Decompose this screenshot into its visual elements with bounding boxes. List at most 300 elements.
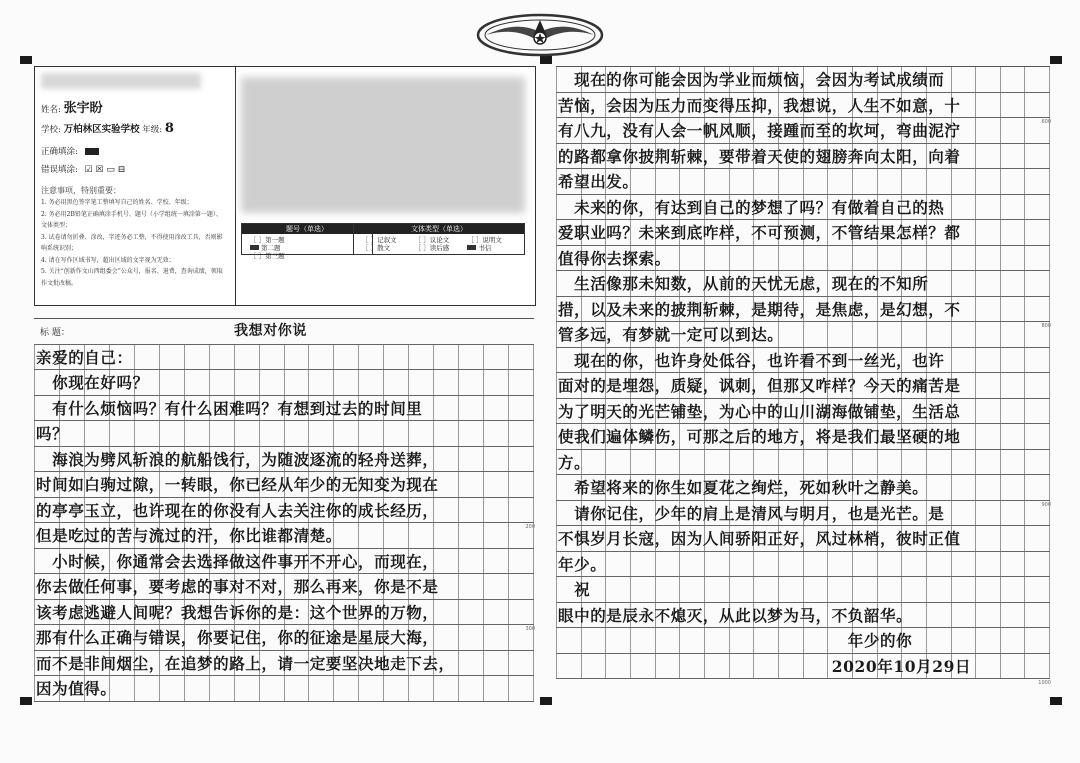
grid-cell <box>606 577 631 602</box>
grid-cell <box>409 523 434 548</box>
grid-cell <box>1025 526 1050 551</box>
handwritten-line: 生活像那未知数，从前的天忧无虑，现在的不知所 <box>558 274 929 293</box>
note-item: 4. 请在写作区域书写，超出区域的文字视为无效； <box>41 256 175 264</box>
grid-cell <box>459 396 484 421</box>
grid-cell <box>952 552 977 577</box>
grid-cell <box>952 501 977 526</box>
grid-cells <box>34 421 534 446</box>
correct-fill-row <box>41 145 99 157</box>
title-row <box>34 319 534 345</box>
grid-cell <box>484 523 509 548</box>
note-item: 3. 试卷请勿折叠、涂改，字迹务必工整，不得使用涂改工具，否则影响系统识别； <box>41 233 223 252</box>
grid-cell <box>210 421 235 446</box>
grid-cell <box>779 577 804 602</box>
word-count-marker: 300 <box>525 626 535 632</box>
grid-cell <box>260 421 285 446</box>
grid-cell <box>509 523 534 548</box>
handwritten-line: 祝 <box>558 580 591 599</box>
word-count-marker: 800 <box>1041 323 1051 329</box>
grid-cell <box>779 169 804 194</box>
grid-cell <box>359 421 384 446</box>
grid-cell <box>1025 144 1050 169</box>
grid-cell <box>309 421 334 446</box>
grid-cell <box>656 450 681 475</box>
grid-row <box>556 348 1050 374</box>
grid-cell <box>952 169 977 194</box>
grid-cell <box>1025 118 1050 143</box>
grid-row <box>34 498 535 530</box>
grid-cell <box>804 169 829 194</box>
grid-cell <box>730 169 755 194</box>
word-count-marker: 900 <box>1041 501 1051 508</box>
grid-cell <box>976 552 1001 577</box>
grid-cell <box>754 552 779 577</box>
grid-cell <box>804 552 829 577</box>
grid-cell <box>110 421 135 446</box>
grid-cell <box>384 421 409 446</box>
grid-cell <box>285 676 310 701</box>
filled-bubble <box>250 245 259 250</box>
grid-cell <box>952 195 977 220</box>
grid-cell <box>902 552 927 577</box>
grid-cell <box>1001 654 1026 679</box>
notes-section <box>41 185 227 289</box>
grid-cell <box>509 651 534 676</box>
grid-cell <box>927 603 952 628</box>
grid-cell <box>1001 169 1026 194</box>
grid-row <box>556 424 1050 450</box>
grade-value[interactable]: 8 <box>164 121 174 136</box>
grid-cell <box>459 600 484 625</box>
genre-option[interactable]: ［ ］记叙文 <box>362 236 397 244</box>
grid-cell <box>976 67 1001 92</box>
grid-cell <box>952 322 977 347</box>
handwritten-line: 值得你去探索。 <box>558 248 671 268</box>
genre-option[interactable]: ［ ］读后感 <box>414 244 450 252</box>
grid-cell <box>459 676 484 701</box>
student-info <box>35 67 236 305</box>
grid-cell <box>976 628 1001 653</box>
note-item: 5. 关注“创新作文山西组委会”公众号，报名、退费，查询成绩，领取作文批改稿。 <box>41 268 223 287</box>
grid-cell <box>260 345 285 370</box>
grid-cell <box>1025 297 1050 322</box>
registration-mark <box>1050 697 1062 705</box>
word-count-marker: 200 <box>525 524 535 530</box>
grid-cell <box>878 450 903 475</box>
grid-cell <box>976 526 1001 551</box>
handwritten-line: 使我们遍体鳞伤，可那之后的地方，将是我们最坚硬的地 <box>558 427 961 446</box>
handwritten-line: 为了明天的光芒铺垫，为心中的山川湖海做铺垫，生活总 <box>558 401 961 421</box>
grid-cell <box>185 676 210 701</box>
note-item: 1. 务必用黑色签字笔工整填写自己的姓名、学校、年级； <box>41 199 193 206</box>
grid-row <box>556 118 1050 144</box>
essay-title[interactable]: 我想对你说 <box>234 323 307 339</box>
grid-cell <box>160 676 185 701</box>
grid-cell <box>680 169 705 194</box>
grid-cell <box>334 345 359 370</box>
grid-cell <box>606 552 631 577</box>
grid-cell <box>976 577 1001 602</box>
grid-row <box>556 246 1050 272</box>
grid-cell <box>484 549 509 574</box>
grid-cell <box>484 574 509 599</box>
grid-cell <box>1025 603 1050 628</box>
grid-cell <box>1025 169 1050 194</box>
grid-cell <box>927 271 952 296</box>
grid-cell <box>509 676 534 701</box>
grid-row <box>34 421 534 447</box>
grid-cell <box>631 577 656 602</box>
handwritten-line: 有八九，没有人会一帆风顺，接踵而至的坎坷，弯曲泥泞 <box>558 121 961 140</box>
grid-cell <box>235 370 260 395</box>
grid-cell <box>754 169 779 194</box>
grid-cell <box>484 498 509 523</box>
grid-cell <box>210 370 235 395</box>
grid-row <box>34 574 534 600</box>
question-option-2[interactable] <box>250 244 364 252</box>
grid-cells <box>556 450 1050 475</box>
grid-cell <box>606 450 631 475</box>
handwritten-line: 现在的你，也许身处低谷，也许看不到一丝光，也许 <box>558 350 945 370</box>
genre-select-box <box>353 223 525 255</box>
grid-cell <box>509 574 534 599</box>
grid-row <box>34 370 534 396</box>
grid-cell <box>484 472 509 497</box>
grid-cell <box>878 169 903 194</box>
grid-cell <box>1001 552 1026 577</box>
grid-cell <box>680 552 705 577</box>
grid-cell <box>509 600 534 625</box>
grid-cell <box>434 523 459 548</box>
grid-cell <box>804 577 829 602</box>
grid-cell <box>160 421 185 446</box>
wrong-fill-label: 错误填涂: <box>41 165 78 175</box>
grid-cell <box>185 421 210 446</box>
question-option-2-label: 第二题 <box>261 244 281 252</box>
handwritten-line: 那有什么正确与错误，你要记住，你的征途是星辰大海， <box>36 628 439 647</box>
grid-cell <box>160 370 185 395</box>
grid-cell <box>730 577 755 602</box>
grid-cell <box>828 552 853 577</box>
grid-cell <box>309 370 334 395</box>
grid-cell <box>902 450 927 475</box>
grid-cell <box>384 370 409 395</box>
grid-cell <box>952 348 977 373</box>
grid-row <box>34 651 534 677</box>
handwritten-line: 亲爱的自己： <box>36 347 133 367</box>
registration-mark <box>20 697 32 705</box>
grid-cell <box>1025 501 1050 526</box>
grid-cell <box>1025 246 1050 271</box>
grid-cell <box>976 271 1001 296</box>
question-option-3[interactable]: ［ ］第三题 <box>250 252 285 260</box>
question-select-title: 题号（单选） <box>242 224 372 234</box>
grid-cell <box>853 169 878 194</box>
grid-cell <box>260 370 285 395</box>
grid-cell <box>804 246 829 271</box>
grid-cell <box>1025 322 1050 347</box>
grid-cell <box>484 600 509 625</box>
grid-cell <box>359 370 384 395</box>
grid-cell <box>680 450 705 475</box>
grid-cell <box>1025 93 1050 118</box>
grid-cell <box>1001 271 1026 296</box>
grid-cell <box>976 93 1001 118</box>
grid-cell <box>1025 654 1050 679</box>
handwritten-line: 年少的你 <box>558 631 913 650</box>
grid-cell <box>754 577 779 602</box>
grid-cell <box>656 552 681 577</box>
grid-cell <box>1025 271 1050 296</box>
grid-cell <box>952 67 977 92</box>
grid-cell <box>927 450 952 475</box>
grid-cell <box>976 501 1001 526</box>
grid-cell <box>1001 399 1026 424</box>
grid-cell <box>976 195 1001 220</box>
handwritten-line: 因为值得。 <box>36 679 117 698</box>
grid-cell <box>976 246 1001 271</box>
grid-cell <box>1001 246 1026 271</box>
grid-cell <box>1001 475 1026 500</box>
grid-row <box>556 628 1050 654</box>
grid-cell <box>384 676 409 701</box>
grid-cell <box>976 654 1001 679</box>
grid-row <box>556 93 1051 125</box>
grid-cell <box>359 523 384 548</box>
grid-cell <box>509 370 534 395</box>
grid-cell <box>85 421 110 446</box>
grid-row <box>556 526 1050 552</box>
grid-cell <box>976 475 1001 500</box>
wrong-fill-marks: ☑ ☒ ▭ ⊟ <box>84 165 126 175</box>
grid-cell <box>210 345 235 370</box>
grid-cell <box>1001 373 1026 398</box>
name-label: 姓名: <box>41 105 61 115</box>
grid-cell <box>334 676 359 701</box>
grid-cell <box>484 651 509 676</box>
grid-cell <box>1001 67 1026 92</box>
grid-row <box>556 67 1050 93</box>
grid-cell <box>705 246 730 271</box>
grid-row <box>556 297 1051 329</box>
grid-row <box>556 552 1050 578</box>
grid-cell <box>705 577 730 602</box>
grid-cell <box>952 246 977 271</box>
genre-option[interactable]: ［ ］散文 <box>362 244 391 252</box>
grid-cell <box>1025 348 1050 373</box>
grid-cell <box>853 552 878 577</box>
grid-cell <box>409 676 434 701</box>
grid-cells <box>556 577 1050 602</box>
grid-cell <box>484 676 509 701</box>
grid-cell <box>459 498 484 523</box>
grid-cell <box>509 421 534 446</box>
handwritten-line: 面对的是埋怨，质疑，讽刺，但那又咋样？今天的痛苦是 <box>558 376 961 395</box>
grid-cell <box>434 676 459 701</box>
grid-cell <box>779 246 804 271</box>
grid-cell <box>1025 424 1050 449</box>
redacted-phone-grid <box>241 77 525 213</box>
grid-row <box>34 396 534 422</box>
grid-cell <box>235 345 260 370</box>
grid-cell <box>976 322 1001 347</box>
handwritten-line: 苦恼，会因为压力而变得压抑，我想说，人生不如意，十 <box>558 95 961 115</box>
grid-cell <box>952 475 977 500</box>
grid-row <box>556 169 1050 195</box>
grid-cell <box>409 421 434 446</box>
grid-cell <box>509 447 534 472</box>
handwritten-line: 时间如白驹过隙，一转眼，你已经从年少的无知变为现在 <box>36 475 439 494</box>
grid-cell <box>409 345 434 370</box>
grid-cell <box>705 450 730 475</box>
grid-cell <box>334 421 359 446</box>
info-panel <box>34 66 536 306</box>
grid-cell <box>285 345 310 370</box>
name-row <box>41 97 103 116</box>
grid-cell <box>1025 399 1050 424</box>
grid-cell <box>359 345 384 370</box>
grid-cell <box>1001 195 1026 220</box>
grid-cell <box>1025 195 1050 220</box>
filled-bubble <box>467 245 476 250</box>
grid-cell <box>952 577 977 602</box>
handwritten-line: 现在的你可能会因为学业而烦恼，会因为考试成绩而 <box>558 70 945 89</box>
grid-cell <box>185 345 210 370</box>
handwritten-line: 方。 <box>558 452 591 472</box>
grade-label: 年级: <box>142 125 163 135</box>
word-count-marker: 1000 <box>1038 680 1051 686</box>
grid-cell <box>754 246 779 271</box>
grid-cell <box>976 424 1001 449</box>
grid-cell <box>484 370 509 395</box>
grid-row <box>34 549 534 575</box>
grid-cell <box>135 676 160 701</box>
grid-row <box>556 195 1050 221</box>
handwritten-line: 不惧岁月长寇，因为人间骄阳正好，风过林梢，彼时正值 <box>558 529 961 548</box>
grid-cell <box>484 421 509 446</box>
grid-cell <box>1025 475 1050 500</box>
genre-option-letter-label: 书信 <box>478 244 492 252</box>
grid-cell <box>1001 144 1026 169</box>
grid-cell <box>927 169 952 194</box>
handwritten-line: 小时候，你通常会去选择做这件事开不开心，而现在， <box>36 551 439 571</box>
grid-cell <box>680 577 705 602</box>
genre-option-letter[interactable] <box>467 244 516 252</box>
grid-cell <box>409 370 434 395</box>
grid-row <box>34 447 534 473</box>
grid-cell <box>1001 322 1026 347</box>
grid-cell <box>976 603 1001 628</box>
grid-cell <box>1025 577 1050 602</box>
grid-cell <box>779 552 804 577</box>
grid-cell <box>1001 501 1026 526</box>
grid-cell <box>656 577 681 602</box>
grid-cell <box>1001 424 1026 449</box>
grid-row <box>556 577 1050 603</box>
grid-cell <box>1025 67 1050 92</box>
grid-cell <box>1001 220 1026 245</box>
grid-cell <box>1001 118 1026 143</box>
genre-option[interactable]: ［ ］说明文 <box>467 236 502 244</box>
grid-row <box>556 450 1050 476</box>
registration-mark <box>1050 56 1062 64</box>
grid-cell <box>459 523 484 548</box>
grid-cell <box>309 345 334 370</box>
handwritten-line: 而不是非间烟尘，在追梦的路上，请一定要坚决地走下去， <box>36 653 455 673</box>
grid-cell <box>459 549 484 574</box>
grid-cell <box>1001 348 1026 373</box>
handwritten-line: 希望将来的你生如夏花之绚烂，死如秋叶之静美。 <box>558 478 929 497</box>
grid-cell <box>459 651 484 676</box>
notes-title: 注意事项，特别重要： <box>41 186 121 195</box>
school-value[interactable]: 万柏林区实验学校 <box>63 124 140 135</box>
grid-cells <box>556 552 1050 577</box>
handwritten-line: 你现在好吗？ <box>36 373 149 392</box>
grid-row <box>34 625 534 651</box>
grid-cell <box>509 472 534 497</box>
handwritten-line: 但是吃过的苦与流过的汗，你比谁都清楚。 <box>36 526 342 545</box>
grid-cell <box>1025 628 1050 653</box>
grid-cell <box>952 271 977 296</box>
left-writing-grid <box>34 318 534 702</box>
genre-option[interactable]: ［ ］议论文 <box>414 236 450 244</box>
grid-cell <box>853 577 878 602</box>
grid-cell <box>976 399 1001 424</box>
grid-cell <box>1001 93 1026 118</box>
correct-fill-mark <box>85 148 99 155</box>
grid-row <box>556 271 1050 297</box>
grid-cell <box>680 246 705 271</box>
grid-row <box>556 322 1050 348</box>
grid-cell <box>160 345 185 370</box>
grid-cell <box>1025 220 1050 245</box>
grid-cell <box>135 421 160 446</box>
grid-cell <box>730 552 755 577</box>
grid-cell <box>384 345 409 370</box>
right-writing-grid <box>556 66 1051 686</box>
grid-row <box>556 399 1050 425</box>
grid-cell <box>976 348 1001 373</box>
handwritten-line: 年少。 <box>558 554 607 574</box>
grid-cell <box>976 220 1001 245</box>
grid-cell <box>459 574 484 599</box>
grid-cell <box>459 625 484 650</box>
grid-cell <box>285 421 310 446</box>
handwritten-line: 的亭亭玉立，也许现在的你没有人去关注你的成长经历， <box>36 500 439 520</box>
grid-cell <box>976 373 1001 398</box>
grid-cell <box>359 676 384 701</box>
grid-cell <box>509 549 534 574</box>
grid-cell <box>902 246 927 271</box>
grid-cell <box>730 450 755 475</box>
registration-mark <box>540 697 552 705</box>
grid-cell <box>828 450 853 475</box>
grid-cell <box>878 577 903 602</box>
grid-cell <box>853 450 878 475</box>
handwritten-line: 希望出发。 <box>558 172 639 191</box>
grid-row <box>556 220 1050 246</box>
question-option-1[interactable]: ［ ］第一题 <box>250 236 285 244</box>
grid-cell <box>804 322 829 347</box>
grid-cell <box>260 676 285 701</box>
handwritten-line: 眼中的是辰永不熄灭，从此以梦为马，不负韶华。 <box>558 605 913 625</box>
name-value[interactable]: 张宇盼 <box>63 101 103 116</box>
grid-cell <box>754 450 779 475</box>
grid-cell <box>878 322 903 347</box>
emblem-logo <box>476 12 604 58</box>
grid-cell <box>235 676 260 701</box>
word-count-marker: 600 <box>1041 119 1051 125</box>
